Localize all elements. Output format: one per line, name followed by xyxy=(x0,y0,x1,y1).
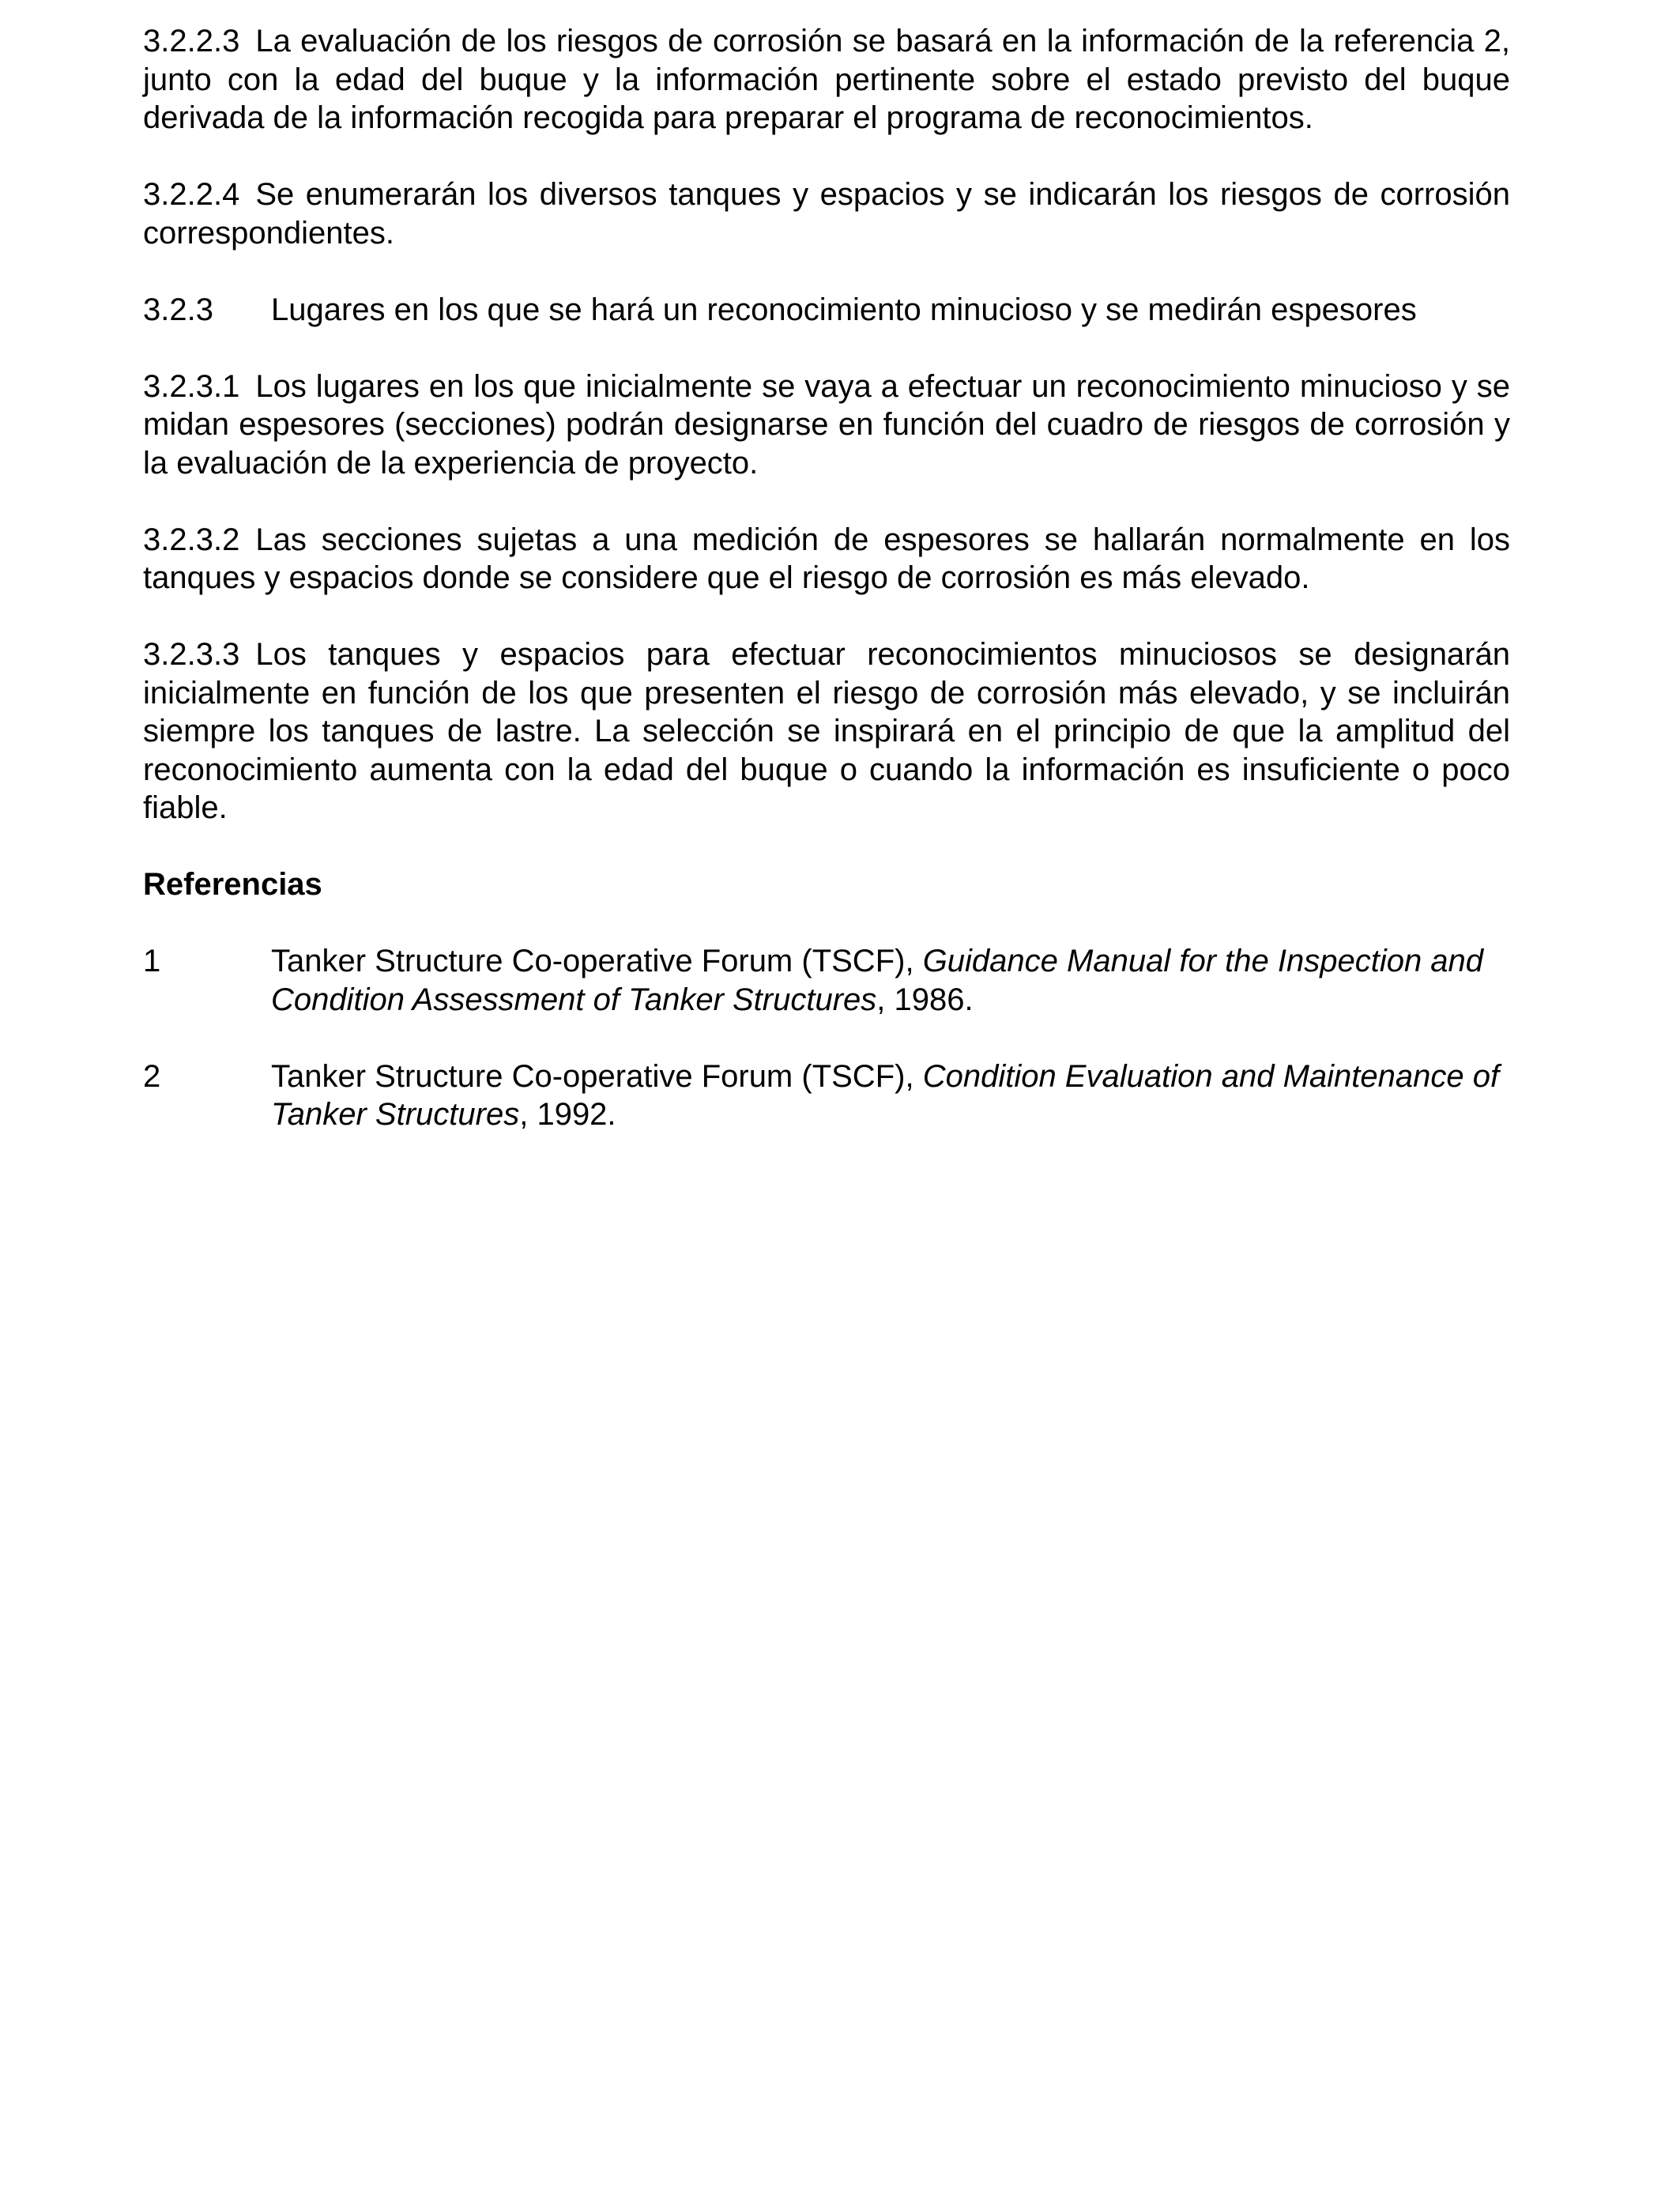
reference-year: , 1992. xyxy=(519,1097,616,1132)
reference-citation xyxy=(271,942,1510,1019)
paragraph-3-2-2-3 xyxy=(143,22,1510,138)
paragraph-3-2-3-1 xyxy=(143,368,1510,483)
paragraph-3-2-3-3 xyxy=(143,635,1510,827)
reference-author: Tanker Structure Co-operative Forum (TSCF), xyxy=(271,1058,914,1094)
paragraph-3-2-3-2 xyxy=(143,521,1510,598)
reference-citation xyxy=(271,1057,1510,1134)
section-title: Lugares en los que se hará un reconocimiento minucioso y se medirán espesores xyxy=(271,292,1417,327)
paragraph-text: Los tanques y espacios para efectuar reconocimientos minuciosos se designarán inicialmente en función de los que presenten el riesgo de corrosión más elevado, y se incluirán siempre los tanques de lastre. La selección se inspirará en el principio de que la amplitud del reconocimiento aumenta con la edad del buque o cuando la información es insuficiente o poco fiable. xyxy=(143,637,1510,825)
paragraph-number: 3.2.3.1 xyxy=(143,368,240,404)
paragraph-number: 3.2.3.3 xyxy=(143,637,240,672)
reference-work-title: Condition Evaluation and Maintenance of Tanker Structures xyxy=(271,1058,1500,1132)
paragraph-number: 3.2.2.4 xyxy=(143,177,240,212)
paragraph-text: Se enumerarán los diversos tanques y espacios y se indicarán los riesgos de corrosión correspondientes. xyxy=(143,177,1510,251)
references-heading: Referencias xyxy=(143,867,322,902)
paragraph-text: La evaluación de los riesgos de corrosión se basará en la información de la referencia 2, junto con la edad del buque y la información pertinente sobre el estado previsto del buque derivada de la información recogida para preparar el programa de reconocimientos. xyxy=(143,24,1510,135)
paragraph-3-2-2-4 xyxy=(143,175,1510,252)
reference-work-title: Guidance Manual for the Inspection and Condition Assessment of Tanker Structures xyxy=(271,944,1484,1017)
section-heading-3-2-3 xyxy=(143,291,1510,330)
paragraph-number: 3.2.3.2 xyxy=(143,522,240,557)
paragraph-number: 3.2.2.3 xyxy=(143,24,240,58)
paragraph-text: Las secciones sujetas a una medición de espesores se hallarán normalmente en los tanques y espacios donde se considere que el riesgo de corrosión es más elevado. xyxy=(143,522,1510,595)
reference-number: 2 xyxy=(143,1058,161,1094)
reference-item-2 xyxy=(143,1057,1510,1134)
reference-number: 1 xyxy=(143,944,161,978)
reference-year: , 1986. xyxy=(876,982,974,1017)
document-page xyxy=(143,22,1510,1172)
reference-author: Tanker Structure Co-operative Forum (TSCF), xyxy=(271,944,914,978)
reference-item-1 xyxy=(143,942,1510,1019)
paragraph-text: Los lugares en los que inicialmente se vaya a efectuar un reconocimiento minucioso y se midan espesores (secciones) podrán designarse en función del cuadro de riesgos de corrosión y la evaluación de la experiencia de proyecto. xyxy=(143,368,1510,481)
section-number: 3.2.3 xyxy=(143,292,213,327)
